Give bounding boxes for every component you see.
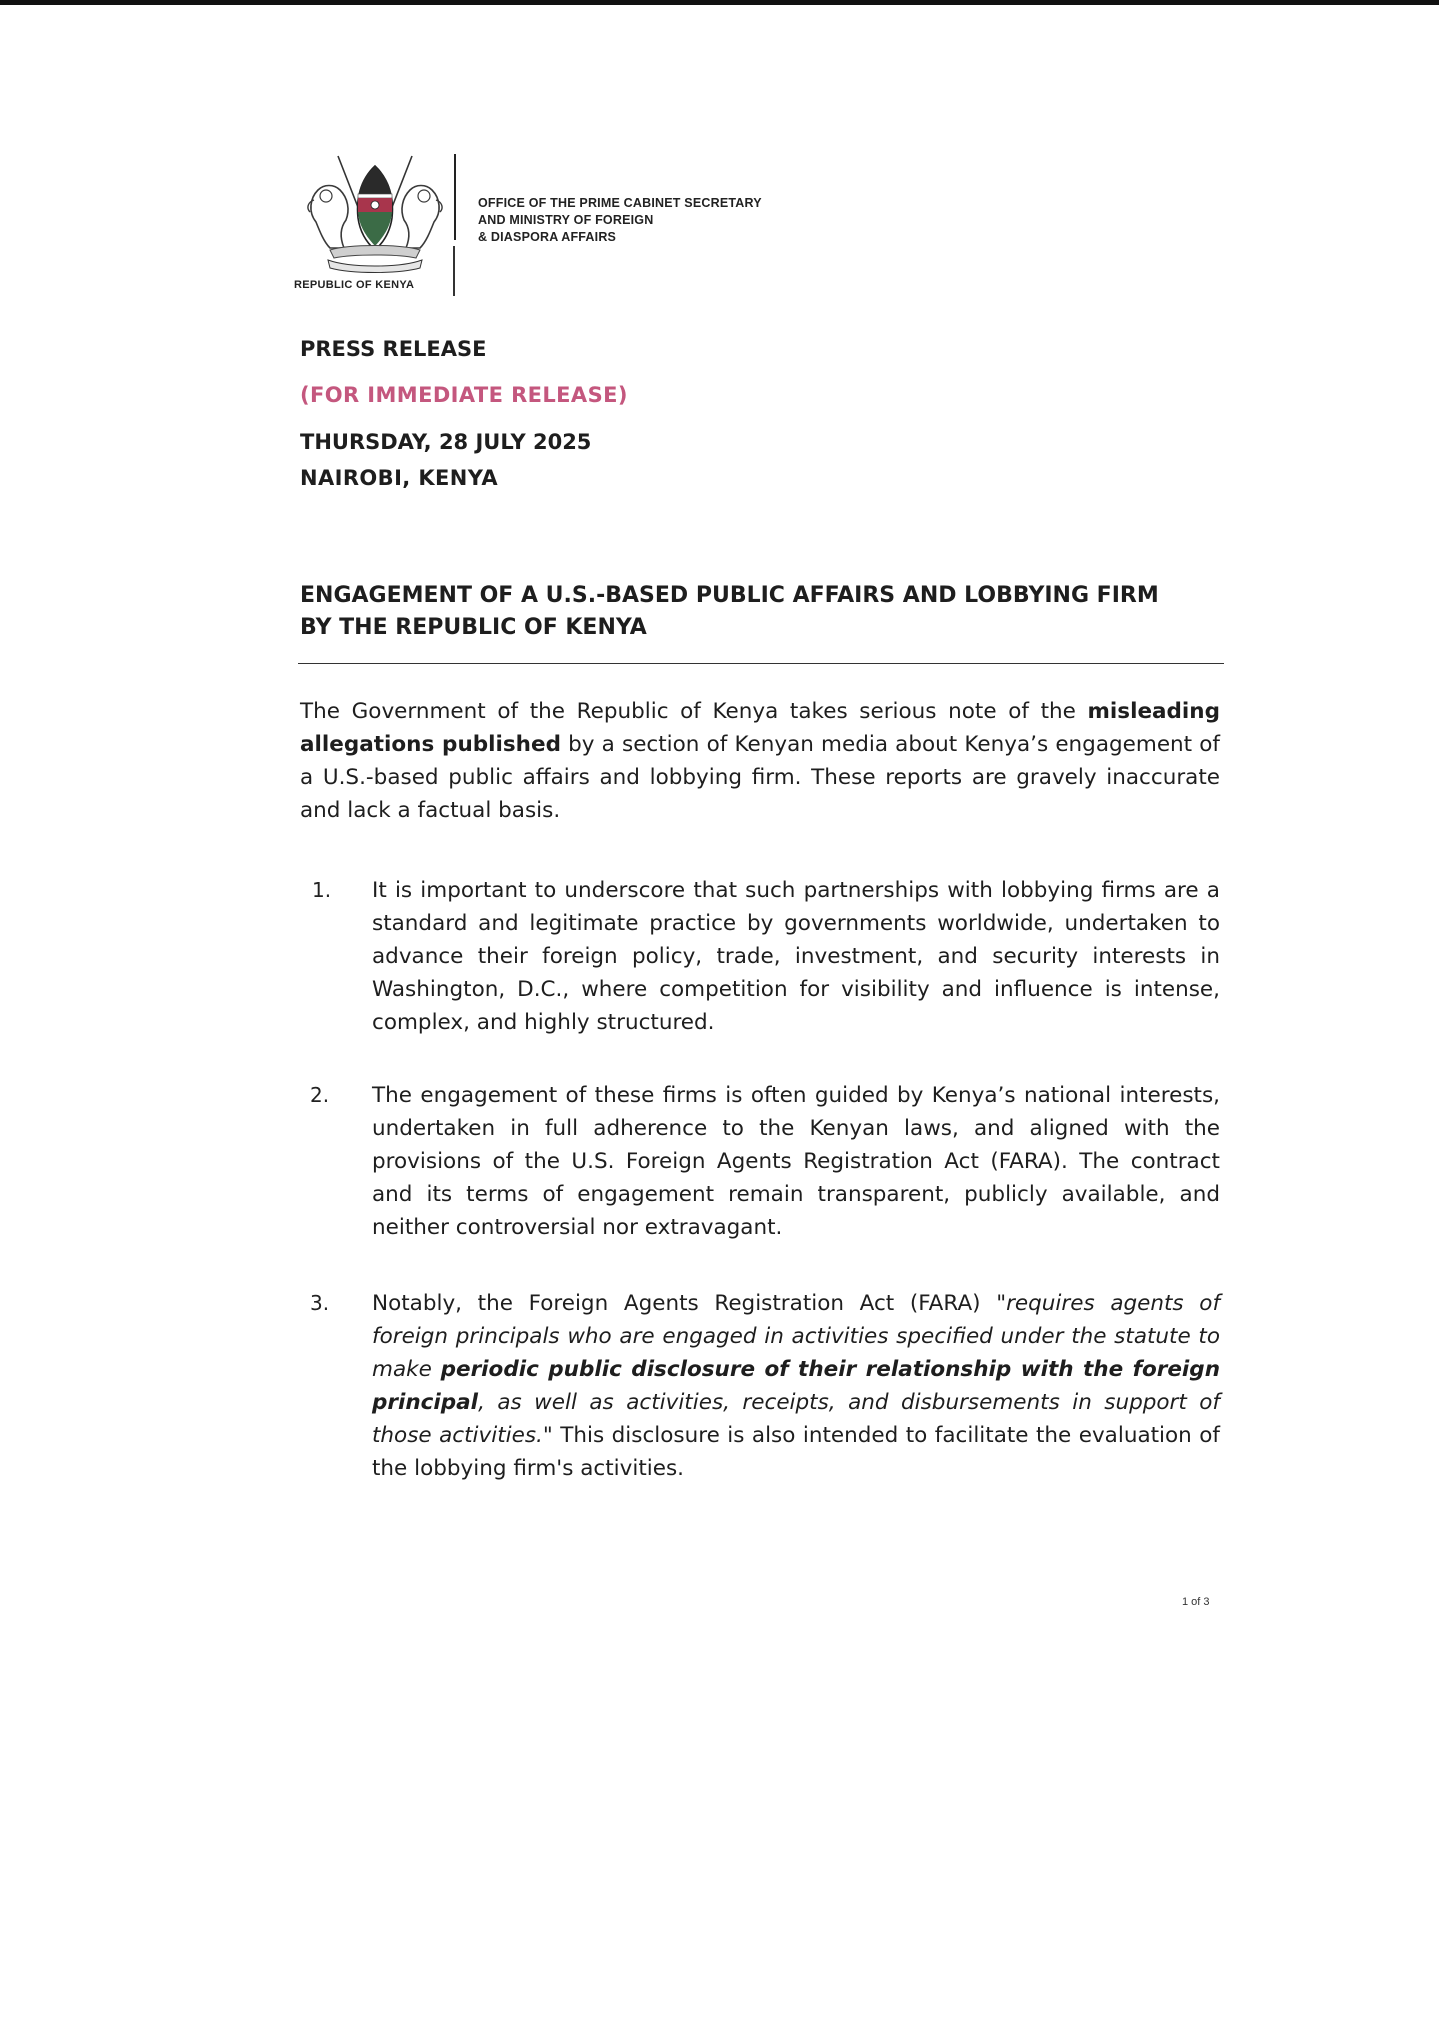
letterhead-divider-lower <box>453 246 455 296</box>
item-number: 2. <box>310 1083 330 1107</box>
fara-quote-end: , as well as activities, receipts, and disbursements in support of those activities." <box>372 1390 1220 1448</box>
page-number: 1 of 3 <box>1182 1596 1210 1608</box>
release-date: THURSDAY, 28 JULY 2025 <box>300 430 592 454</box>
intro-text: by a section of Kenyan media about Kenya’s engagement of a U.S.-based public affairs and lobbying firm. These reports are gravely inaccurate and lack a factual basis. <box>300 732 1220 823</box>
office-line: & DIASPORA AFFAIRS <box>478 230 617 244</box>
kenya-coat-of-arms-icon <box>300 150 450 276</box>
release-location: NAIROBI, KENYA <box>300 466 499 490</box>
letterhead <box>290 150 850 300</box>
intro-emphasis: misleading allegations published <box>300 699 1220 757</box>
office-line: OFFICE OF THE PRIME CABINET SECRETARY <box>478 196 762 210</box>
item-number: 1. <box>312 878 332 902</box>
fara-quote-emphasis: periodic public disclosure of their relationship with the foreign principal <box>372 1357 1221 1415</box>
office-line: AND MINISTRY OF FOREIGN <box>478 213 654 227</box>
title-rule <box>298 663 1224 664</box>
item-number: 3. <box>310 1291 330 1315</box>
title-line: ENGAGEMENT OF A U.S.-BASED PUBLIC AFFAIRS AND LOBBYING FIRM <box>300 583 1159 608</box>
intro-paragraph <box>300 695 1220 827</box>
intro-text: The Government of the Republic of Kenya takes serious note of the <box>300 699 1088 724</box>
item-3-tail: This disclosure is also intended to facilitate the evaluation of the lobbying firm's activities. <box>372 1423 1220 1481</box>
office-name <box>478 195 762 246</box>
title-line: BY THE REPUBLIC OF KENYA <box>300 615 647 640</box>
document-title <box>300 580 1230 644</box>
numbered-item-1: It is important to underscore that such partnerships with lobbying firms are a standard and legitimate practice by governments worldwide, undertaken to advance their foreign policy, trade, investment, and security interests in Washington, D.C., where competition for visibility and influence is intense, complex, and highly structured. <box>372 878 1220 1035</box>
item-3-lead: Notably, the Foreign Agents Registration Act (FARA) <box>372 1291 997 1316</box>
fara-quote: "requires agents of foreign principals who are engaged in activities specified under the statute to make <box>372 1291 1221 1382</box>
scan-top-edge <box>0 0 1439 5</box>
republic-label: REPUBLIC OF KENYA <box>294 279 415 291</box>
numbered-item-3 <box>372 1287 1220 1485</box>
immediate-release-stamp: (FOR IMMEDIATE RELEASE) <box>300 383 628 407</box>
letterhead-divider <box>454 154 456 240</box>
numbered-item-2: The engagement of these firms is often guided by Kenya’s national interests, undertaken in full adherence to the Kenyan laws, and aligned with the provisions of the U.S. Foreign Agents Registration Act (FARA). The contract and its terms of engagement remain transparent, publicly available, and neither controversial nor extravagant. <box>372 1083 1220 1240</box>
press-release-heading: PRESS RELEASE <box>300 337 487 361</box>
